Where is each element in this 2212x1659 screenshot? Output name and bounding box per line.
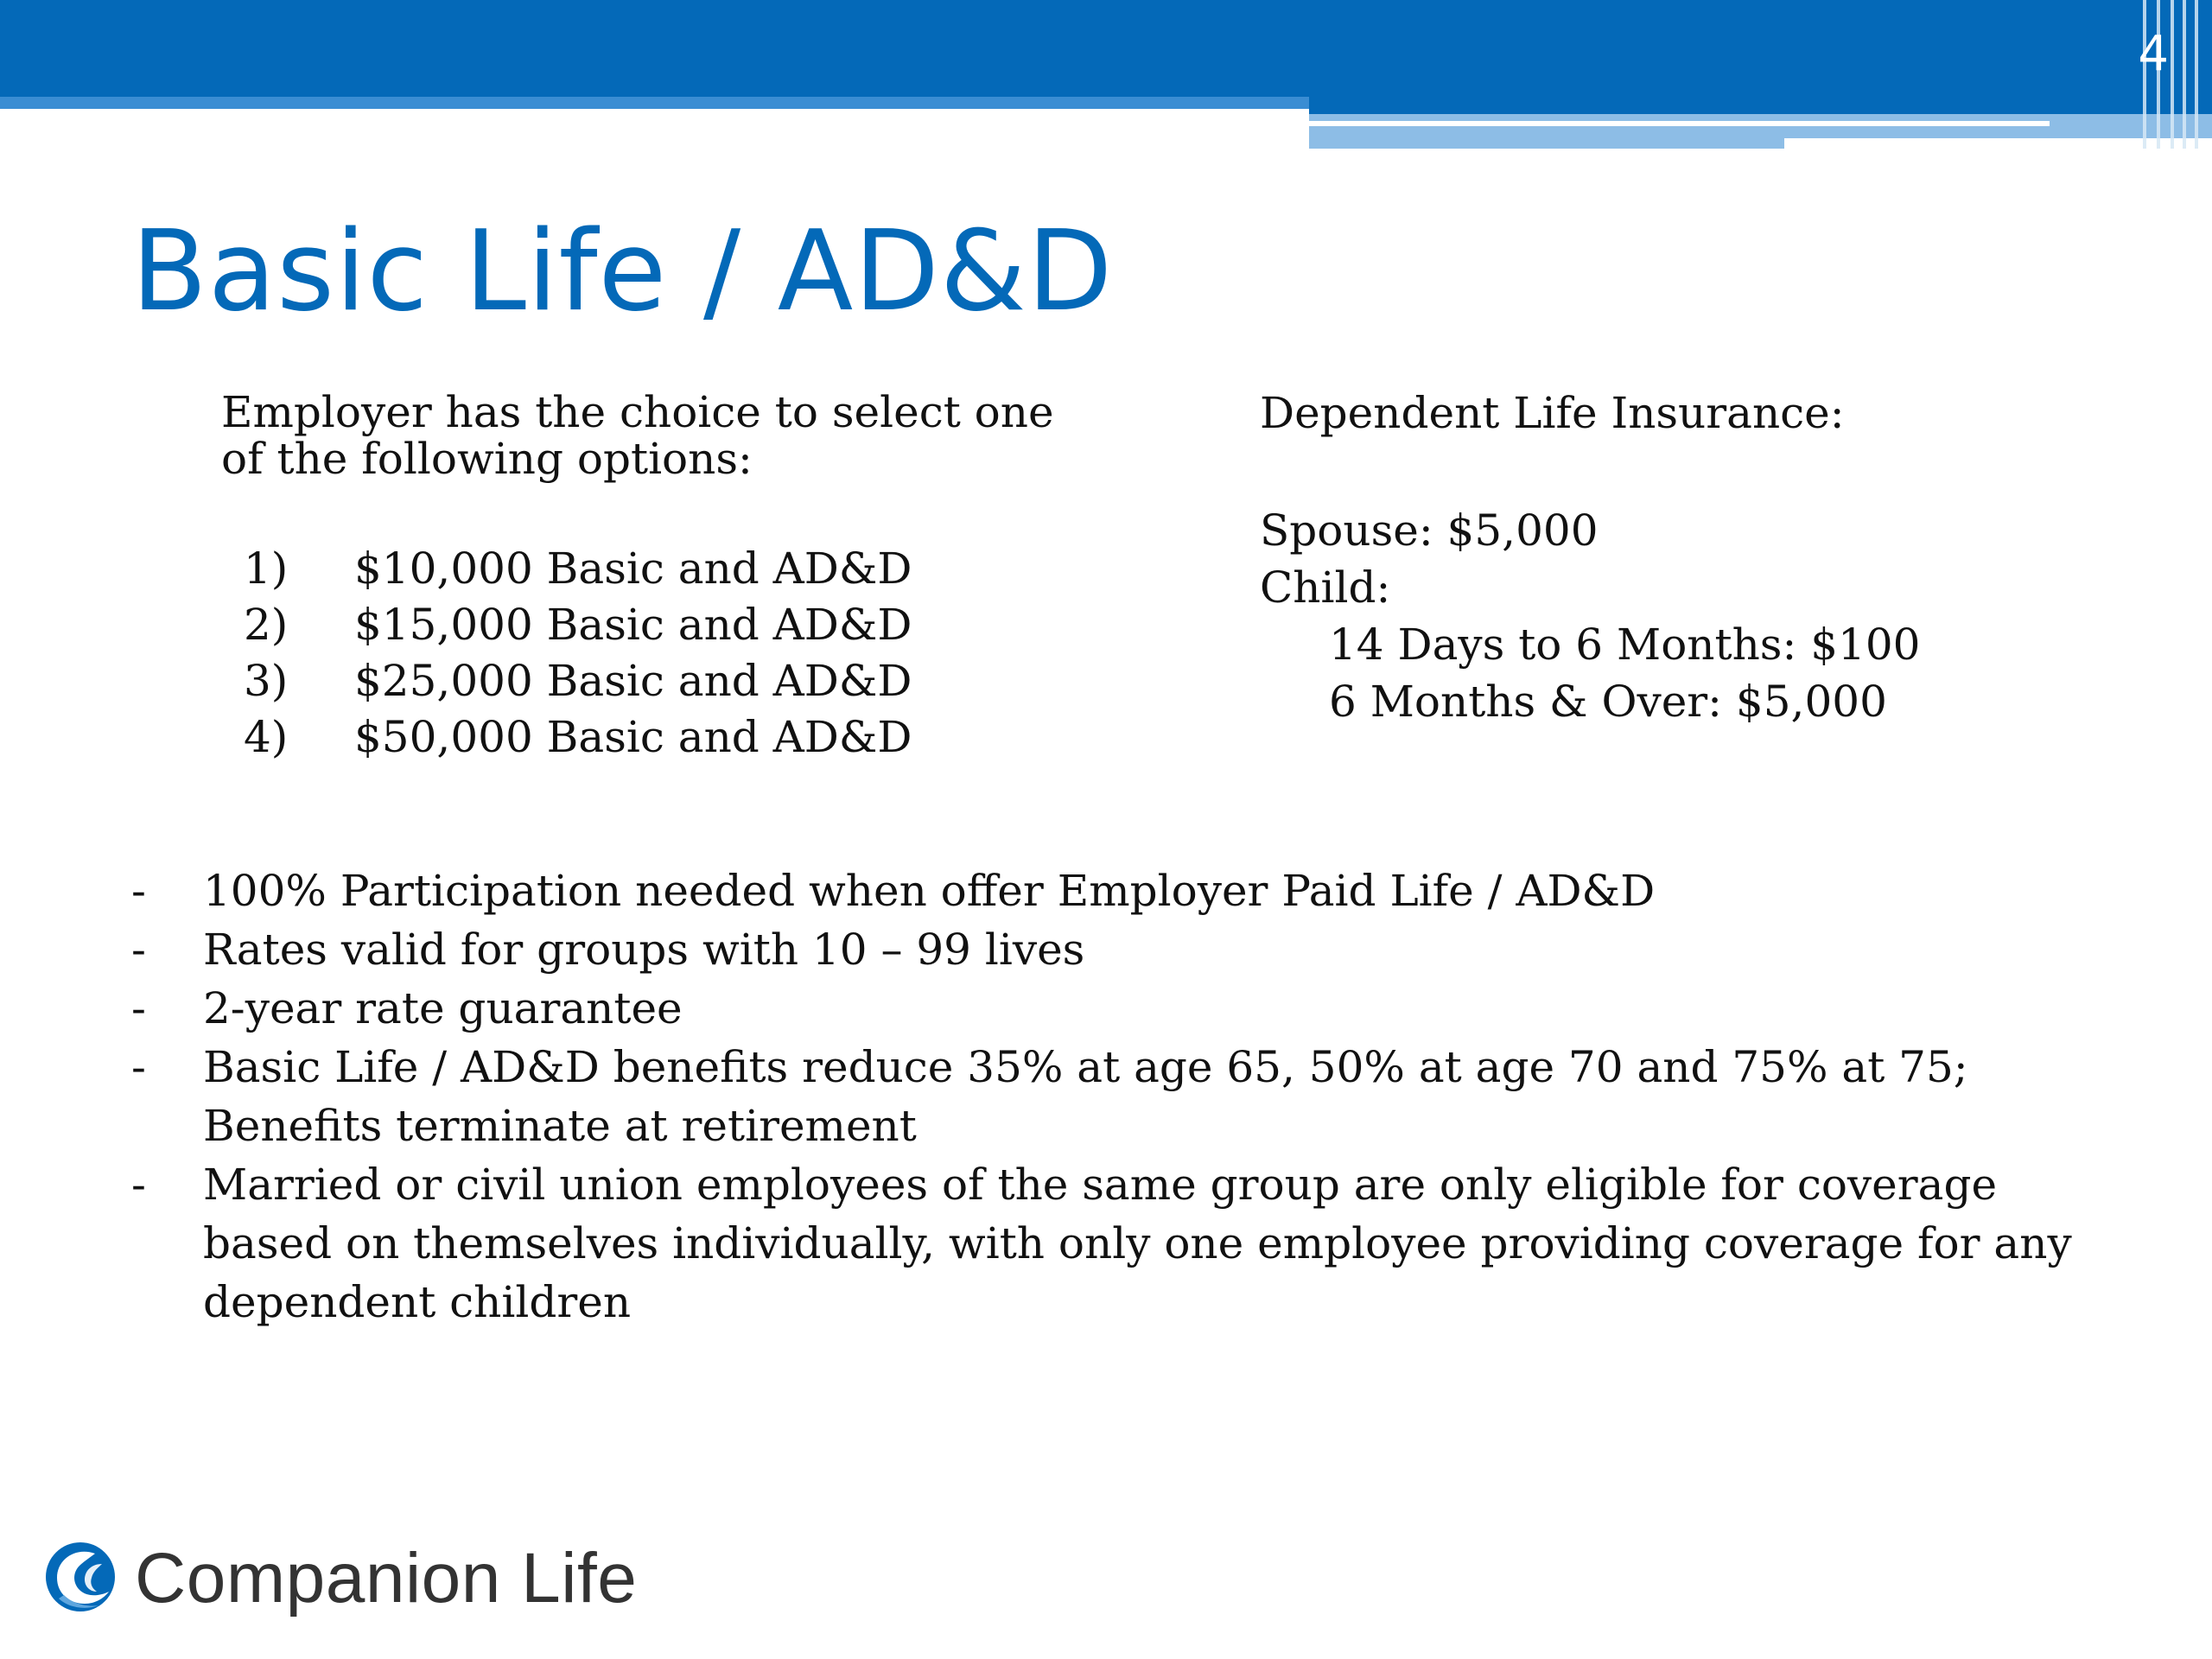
bullet-dash: - — [131, 866, 146, 916]
bullet-dash: - — [131, 1160, 146, 1210]
header-vertical-line — [2195, 0, 2198, 149]
plan-note — [131, 1155, 2119, 1332]
option-text: $15,000 Basic and AD&D — [354, 600, 912, 650]
header-vertical-line — [2171, 0, 2174, 149]
plan-note — [131, 920, 2119, 979]
option-number: 2) — [244, 600, 289, 650]
child-coverage-item: 6 Months & Over: $5,000 — [1329, 677, 1887, 727]
options-intro-line: of the following options: — [221, 434, 753, 484]
option-text: $50,000 Basic and AD&D — [354, 712, 912, 762]
header-accent-strip — [0, 97, 1312, 109]
slide-title: Basic Life / AD&D — [131, 207, 1114, 336]
logo-text: Companion Life — [135, 1539, 638, 1618]
child-label: Child: — [1260, 563, 1391, 613]
coverage-options-list — [244, 541, 1189, 766]
option-text: $10,000 Basic and AD&D — [354, 543, 912, 594]
plan-note-text: 100% Participation needed when offer Employer Paid Life / AD&D — [203, 866, 1656, 916]
coverage-option — [244, 653, 1189, 709]
plan-note-text: Basic Life / AD&D benefits reduce 35% at age 65, 50% at age 70 and 75% at 75; Benefits terminate at retirement — [203, 1042, 1968, 1151]
plan-note-text: Married or civil union employees of the same group are only eligible for coverage based on themselves individually, with only one employee providing coverage for any dependent children — [203, 1160, 2072, 1327]
option-number: 3) — [244, 656, 289, 706]
header-divider-line-lower — [1784, 138, 2212, 149]
options-intro-line: Employer has the choice to select one — [221, 387, 1054, 437]
plan-note — [131, 861, 2119, 920]
coverage-option — [244, 541, 1189, 597]
option-text: $25,000 Basic and AD&D — [354, 656, 912, 706]
plan-note — [131, 979, 2119, 1038]
companion-life-logo — [41, 1538, 637, 1619]
bullet-dash: - — [131, 983, 146, 1033]
plan-note-text: Rates valid for groups with 10 – 99 lives — [203, 925, 1085, 975]
header-right-extension — [1309, 97, 2212, 114]
spouse-coverage: Spouse: $5,000 — [1260, 505, 1599, 556]
dependent-life-heading: Dependent Life Insurance: — [1260, 388, 1845, 438]
header-band — [0, 0, 2212, 97]
bullet-dash: - — [131, 1042, 146, 1092]
dependent-life-section — [1260, 385, 2124, 730]
companion-life-swoosh-icon — [41, 1538, 119, 1619]
plan-notes-list — [131, 861, 2119, 1332]
header-divider-line — [1309, 121, 2050, 126]
coverage-option — [244, 709, 1189, 766]
employer-options-section — [221, 389, 1189, 766]
spacer — [1260, 442, 2124, 502]
options-intro — [221, 389, 1189, 482]
bullet-dash: - — [131, 925, 146, 975]
child-coverage-item: 14 Days to 6 Months: $100 — [1329, 620, 1921, 670]
coverage-option — [244, 597, 1189, 653]
header-vertical-line — [2183, 0, 2186, 149]
plan-note-text: 2-year rate guarantee — [203, 983, 683, 1033]
option-number: 1) — [244, 543, 289, 594]
plan-note — [131, 1038, 2119, 1155]
option-number: 4) — [244, 712, 289, 762]
slide-number: 4 — [2138, 26, 2169, 82]
